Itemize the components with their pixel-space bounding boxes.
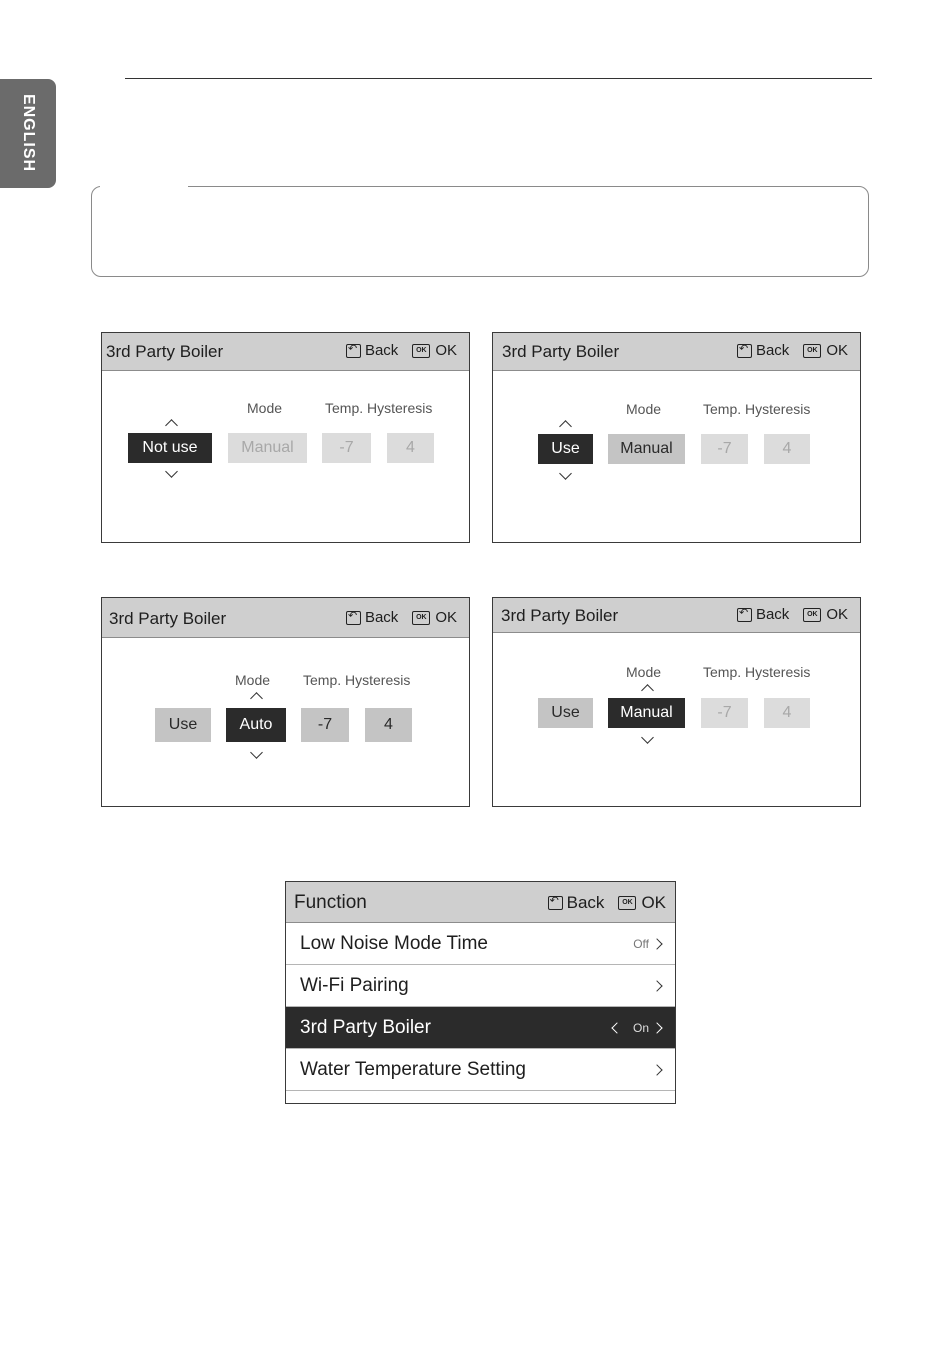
back-button[interactable]: Back — [755, 342, 790, 359]
hysteresis-value[interactable]: 4 — [365, 708, 412, 742]
note-box — [91, 186, 869, 277]
back-icon[interactable] — [737, 608, 752, 622]
mode-selector[interactable]: Manual — [608, 698, 685, 728]
screen-title: 3rd Party Boiler — [109, 609, 227, 628]
chevron-down-icon[interactable] — [559, 467, 572, 480]
ok-icon[interactable]: OK — [618, 896, 636, 910]
menu-item-label: 3rd Party Boiler — [300, 1017, 431, 1038]
screen-header — [493, 333, 860, 371]
menu-item-water-temperature-setting[interactable] — [286, 1049, 675, 1091]
chevron-left-icon[interactable] — [611, 1022, 622, 1033]
temp-hysteresis-label: Temp. Hysteresis — [303, 672, 411, 688]
ok-button[interactable]: OK — [435, 609, 457, 626]
ok-icon[interactable]: OK — [803, 344, 821, 358]
temp-hysteresis-label: Temp. Hysteresis — [703, 664, 811, 680]
screen-header — [493, 598, 860, 633]
top-rule — [125, 78, 872, 79]
temp-value[interactable]: -7 — [301, 708, 349, 742]
chevron-right-icon — [651, 938, 662, 949]
screen-title: 3rd Party Boiler — [501, 606, 619, 625]
header-nav — [548, 893, 666, 913]
use-value[interactable]: Use — [155, 708, 211, 742]
chevron-up-icon[interactable] — [641, 684, 654, 697]
hysteresis-value[interactable]: 4 — [764, 698, 810, 728]
language-tab — [0, 79, 56, 188]
screen-title: 3rd Party Boiler — [502, 342, 620, 361]
chevron-right-icon — [651, 1064, 662, 1075]
mode-label: Mode — [247, 400, 283, 416]
back-button[interactable]: Back — [364, 609, 399, 626]
temp-hysteresis-label: Temp. Hysteresis — [703, 401, 811, 417]
temp-hysteresis-label: Temp. Hysteresis — [325, 400, 433, 416]
boiler-screen-1 — [101, 332, 470, 543]
boiler-screen-4 — [492, 597, 861, 807]
use-value[interactable]: Use — [538, 698, 593, 728]
chevron-up-icon[interactable] — [559, 420, 572, 433]
boiler-screen-2 — [492, 332, 861, 543]
ok-button[interactable]: OK — [435, 342, 457, 359]
back-icon[interactable] — [737, 344, 752, 358]
back-icon[interactable] — [346, 611, 361, 625]
screen-header — [102, 333, 469, 371]
menu-item-value: On — [632, 1021, 649, 1035]
mode-value[interactable]: Manual — [608, 434, 685, 464]
screen-header — [102, 598, 469, 638]
chevron-down-icon[interactable] — [641, 731, 654, 744]
ok-button[interactable]: OK — [641, 893, 666, 912]
note-box-gap — [100, 183, 188, 189]
mode-label: Mode — [626, 664, 662, 680]
menu-item-low-noise-mode-time[interactable] — [286, 923, 675, 965]
chevron-down-icon[interactable] — [165, 465, 178, 478]
hysteresis-value[interactable]: 4 — [387, 433, 434, 463]
boiler-screen-3 — [101, 597, 470, 807]
hysteresis-value[interactable]: 4 — [764, 434, 810, 464]
temp-value[interactable]: -7 — [322, 433, 371, 463]
ok-icon[interactable]: OK — [412, 344, 430, 358]
menu-item-wifi-pairing[interactable] — [286, 965, 675, 1007]
ok-button[interactable]: OK — [826, 342, 848, 359]
use-selector[interactable]: Use — [538, 434, 593, 464]
chevron-down-icon[interactable] — [250, 746, 263, 759]
back-button[interactable]: Back — [364, 342, 399, 359]
screen-title: Function — [294, 892, 367, 913]
chevron-right-icon[interactable] — [651, 1022, 662, 1033]
chevron-right-icon — [651, 980, 662, 991]
ok-icon[interactable]: OK — [412, 611, 430, 625]
mode-value[interactable]: Manual — [228, 433, 307, 463]
chevron-up-icon[interactable] — [165, 419, 178, 432]
mode-label: Mode — [235, 672, 271, 688]
screen-title: 3rd Party Boiler — [106, 342, 224, 361]
header-nav — [346, 342, 457, 359]
menu-item-label: Wi-Fi Pairing — [300, 975, 409, 996]
header-nav — [737, 342, 848, 359]
mode-label: Mode — [626, 401, 662, 417]
back-button[interactable]: Back — [566, 893, 605, 912]
menu-item-value: Off — [633, 937, 649, 951]
back-icon[interactable] — [548, 896, 563, 910]
ok-icon[interactable]: OK — [803, 608, 821, 622]
mode-selector[interactable]: Auto — [226, 708, 286, 742]
back-button[interactable]: Back — [755, 606, 790, 623]
chevron-up-icon[interactable] — [250, 692, 263, 705]
temp-value[interactable]: -7 — [701, 698, 748, 728]
menu-item-label: Water Temperature Setting — [300, 1059, 526, 1080]
screen-header — [286, 882, 675, 923]
ok-button[interactable]: OK — [826, 606, 848, 623]
function-menu-screen — [285, 881, 676, 1104]
header-nav — [737, 606, 848, 623]
menu-item-3rd-party-boiler[interactable] — [286, 1007, 675, 1049]
use-selector[interactable]: Not use — [128, 433, 212, 463]
temp-value[interactable]: -7 — [701, 434, 748, 464]
language-tab-label: ENGLISH — [20, 93, 37, 173]
menu-item-label: Low Noise Mode Time — [300, 933, 488, 954]
header-nav — [346, 609, 457, 626]
back-icon[interactable] — [346, 344, 361, 358]
